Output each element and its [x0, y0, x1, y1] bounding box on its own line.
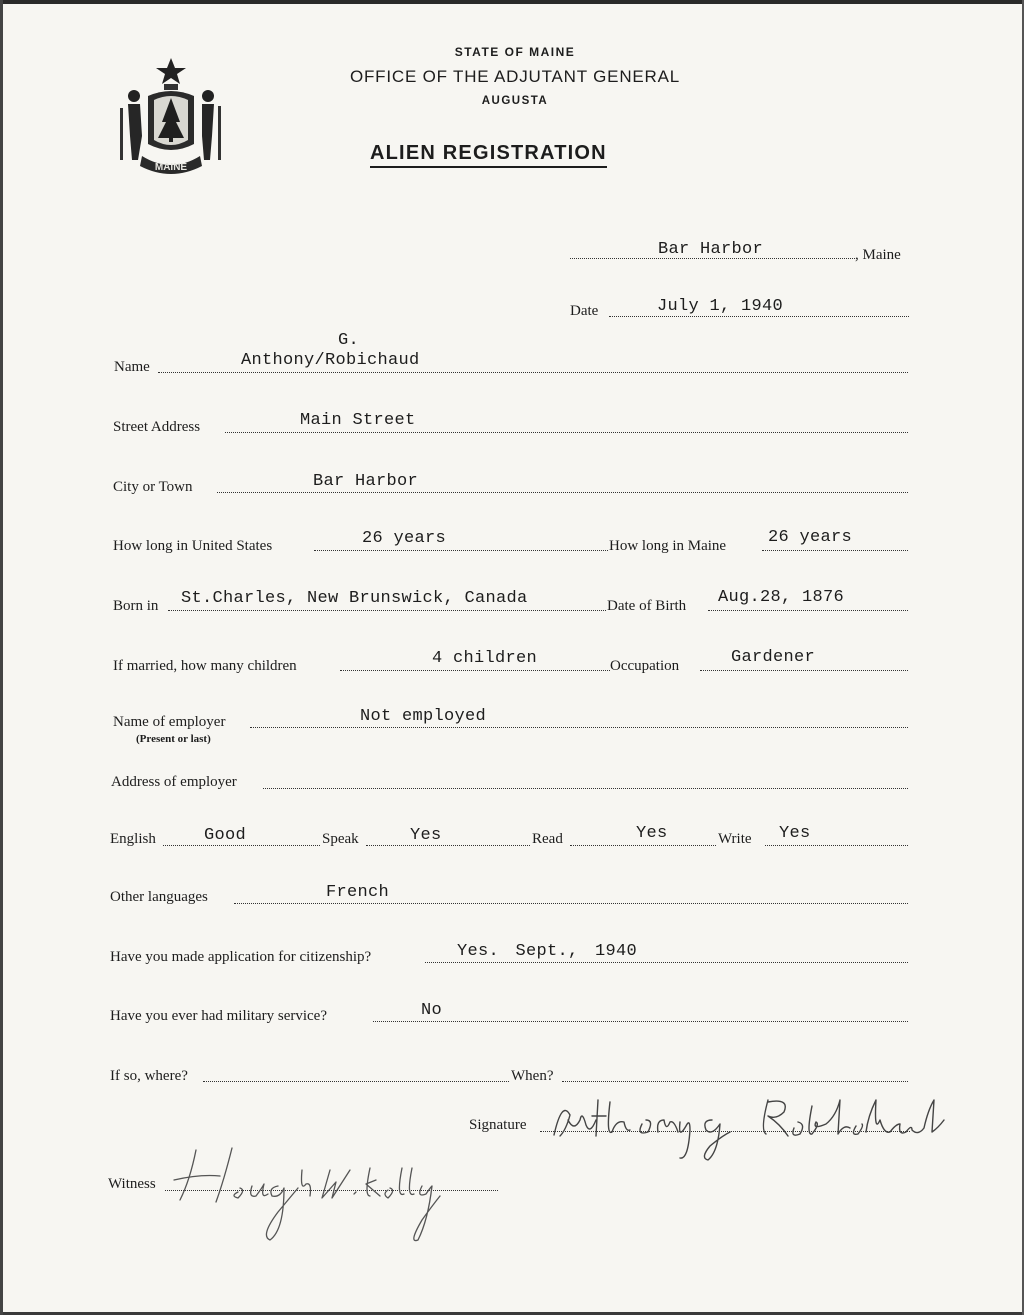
dob-line — [708, 610, 908, 611]
employer-sublabel: (Present or last) — [136, 733, 211, 745]
read-value[interactable]: Yes — [636, 824, 668, 843]
scan-edge-left — [0, 0, 3, 1315]
name-label: Name — [114, 359, 150, 375]
name-line — [158, 372, 908, 373]
citizenship-label: Have you made application for citizenship? — [110, 949, 372, 965]
when-label: When? — [511, 1068, 554, 1084]
citizenship-value[interactable]: Yes. Sept., 1940 — [457, 942, 638, 961]
date-line — [609, 316, 909, 317]
street-label: Street Address — [113, 419, 201, 435]
occupation-label: Occupation — [610, 658, 680, 674]
employer-label: Name of employer — [113, 714, 226, 730]
employer-line — [250, 727, 908, 728]
military-line — [373, 1021, 908, 1022]
occupation-line — [700, 670, 908, 671]
speak-line — [366, 845, 530, 846]
applicant-signature — [540, 1080, 970, 1170]
other-languages-value[interactable]: French — [326, 883, 390, 902]
place-value[interactable]: Bar Harbor — [658, 240, 764, 259]
read-line — [570, 845, 716, 846]
write-value[interactable]: Yes — [779, 824, 811, 843]
employer-value[interactable]: Not employed — [360, 707, 487, 726]
english-label: English — [110, 831, 156, 847]
maine-duration-value[interactable]: 26 years — [768, 528, 853, 547]
signature-label: Signature — [469, 1117, 527, 1133]
witness-signature — [160, 1140, 450, 1250]
name-value[interactable]: Anthony/Robichaud — [241, 351, 420, 370]
form-title: ALIEN REGISTRATION — [370, 142, 607, 168]
occupation-value[interactable]: Gardener — [731, 648, 816, 667]
dob-label: Date of Birth — [607, 598, 687, 614]
born-label: Born in — [113, 598, 159, 614]
city-town-label: City or Town — [113, 479, 193, 495]
speak-label: Speak — [322, 831, 359, 847]
scan-edge-top — [0, 0, 1024, 4]
citizenship-line — [425, 962, 908, 963]
name-initial[interactable]: G. — [338, 331, 360, 350]
employer-address-line — [263, 788, 908, 789]
date-label: Date — [570, 303, 599, 319]
city-heading: AUGUSTA — [481, 95, 549, 107]
dob-value[interactable]: Aug.28, 1876 — [718, 588, 845, 607]
read-label: Read — [532, 831, 563, 847]
english-line — [163, 845, 320, 846]
us-duration-value[interactable]: 26 years — [362, 529, 447, 548]
write-line — [765, 845, 908, 846]
military-label: Have you ever had military service? — [110, 1008, 327, 1024]
other-languages-label: Other languages — [110, 889, 208, 905]
maine-duration-line — [762, 550, 908, 551]
military-value[interactable]: No — [421, 1001, 443, 1020]
place-suffix: , Maine — [855, 247, 901, 263]
city-town-line — [217, 492, 908, 493]
state-heading: STATE OF MAINE — [454, 45, 576, 59]
speak-value[interactable]: Yes — [410, 826, 442, 845]
children-value[interactable]: 4 children — [432, 649, 538, 668]
employer-address-label: Address of employer — [111, 774, 237, 790]
where-label: If so, where? — [110, 1068, 188, 1084]
office-heading: OFFICE OF THE ADJUTANT GENERAL — [349, 67, 681, 86]
other-languages-line — [234, 903, 908, 904]
street-line — [225, 432, 908, 433]
us-duration-line — [314, 550, 608, 551]
write-label: Write — [718, 831, 752, 847]
svg-text:MAINE: MAINE — [154, 162, 188, 173]
maine-duration-label: How long in Maine — [609, 538, 727, 554]
state-seal-icon — [118, 56, 224, 180]
children-label: If married, how many children — [113, 658, 297, 674]
us-duration-label: How long in United States — [113, 538, 273, 554]
street-value[interactable]: Main Street — [300, 411, 416, 430]
where-line — [203, 1081, 509, 1082]
witness-label: Witness — [108, 1176, 156, 1192]
children-line — [340, 670, 610, 671]
city-town-value[interactable]: Bar Harbor — [313, 472, 419, 491]
english-value[interactable]: Good — [204, 826, 247, 845]
born-value[interactable]: St.Charles, New Brunswick, Canada — [181, 589, 528, 608]
date-value[interactable]: July 1, 1940 — [657, 297, 784, 316]
born-line — [168, 610, 606, 611]
